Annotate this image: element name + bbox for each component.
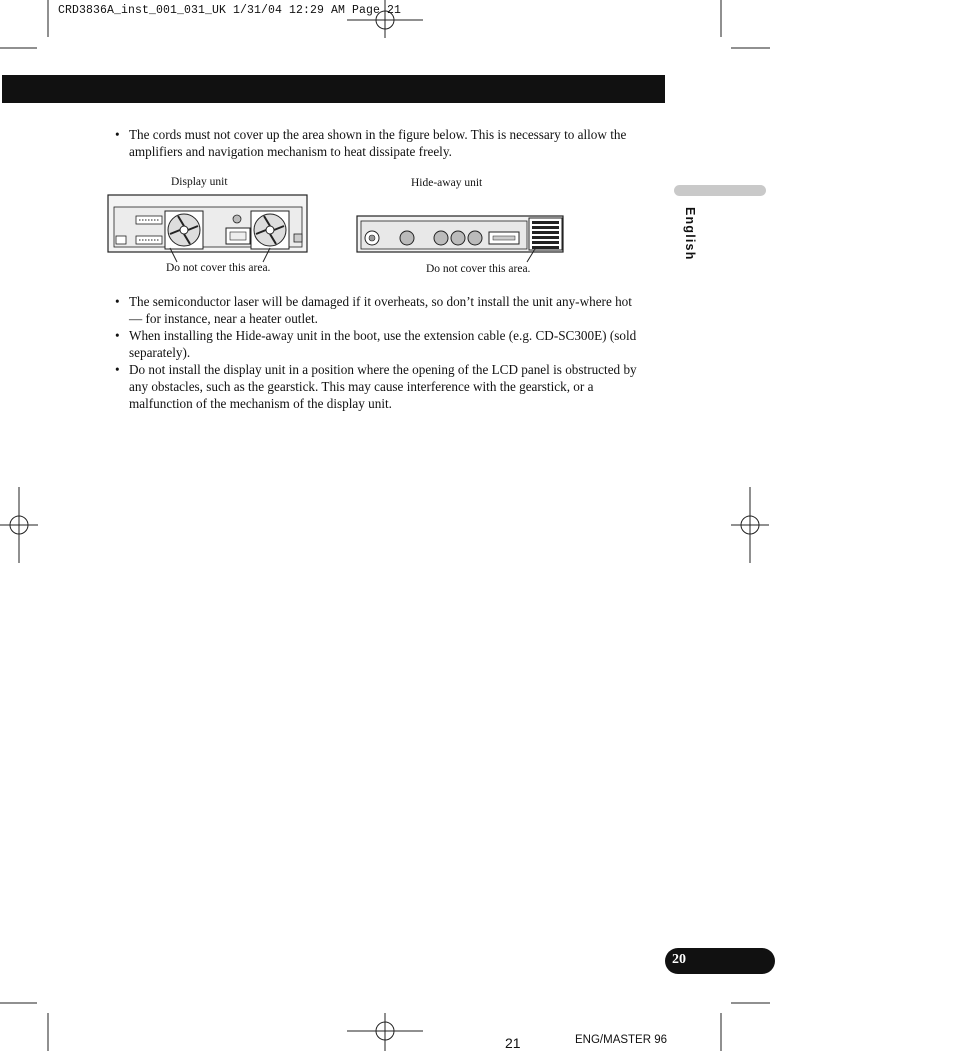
master-label: ENG/MASTER 96 bbox=[575, 1034, 668, 1046]
fan-icon bbox=[251, 211, 289, 249]
print-slug: CRD3836A_inst_001_031_UK 1/31/04 12:29 AM Page 21 bbox=[58, 4, 402, 17]
list-item: • When installing the Hide-away unit in the boot, use the extension cable (e.g. CD-SC300E) (sold separately). bbox=[115, 327, 645, 361]
hideaway-unit-caption: Do not cover this area. bbox=[426, 263, 531, 275]
display-unit-caption: Do not cover this area. bbox=[166, 262, 271, 274]
list-item: • Do not install the display unit in a position where the opening of the LCD panel is obstructed by any obstacles, such as the gearstick. This may cause interference with the gearstick, or a malfunction of the mechanism of the display unit. bbox=[115, 361, 645, 412]
list-item: • The semiconductor laser will be damaged if it overheats, so don’t install the unit any-where hot — for instance, near a heater outlet. bbox=[115, 293, 645, 327]
page-number: 21 bbox=[505, 1035, 521, 1051]
caution-bullet-list bbox=[115, 293, 645, 412]
fan-icon bbox=[165, 211, 203, 249]
display-unit-drawing bbox=[108, 195, 307, 262]
vent-grille-icon bbox=[529, 218, 562, 250]
language-tab bbox=[674, 185, 766, 196]
list-item: • The cords must not cover up the area shown in the figure below. This is necessary to allow the amplifiers and navigation mechanism to heat dissipate freely. bbox=[115, 126, 645, 160]
hideaway-unit-drawing bbox=[357, 216, 563, 262]
hideaway-unit-label: Hide-away unit bbox=[411, 177, 483, 189]
language-label: English bbox=[683, 207, 697, 261]
section-number: 20 bbox=[672, 952, 686, 967]
display-unit-label: Display unit bbox=[171, 176, 228, 188]
